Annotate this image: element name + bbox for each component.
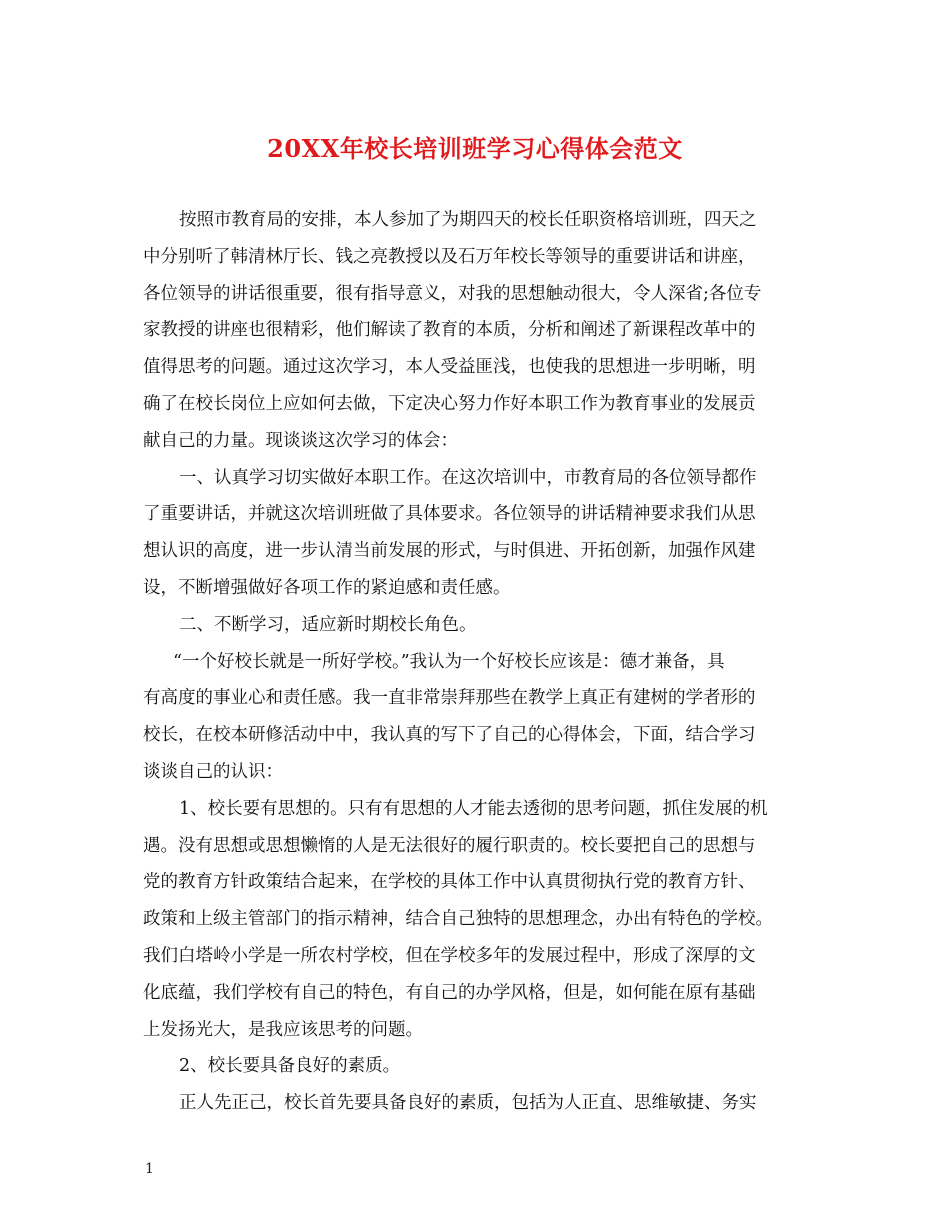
paragraph-line: 家教授的讲座也很精彩，他们解读了教育的本质，分析和阐述了新课程改革中的: [143, 320, 756, 341]
paragraph-line: 二、不断学习，适应新时期校长角色。: [179, 614, 477, 635]
paragraph-line: 各位领导的讲话很重要，很有指导意义，对我的思想触动很大，令人深省;各位专: [143, 283, 762, 304]
paragraph-line: 按照市教育局的安排，本人参加了为期四天的校长任职资格培训班，四天之: [179, 210, 757, 230]
paragraph-line: 一、认真学习切实做好本职工作。在这次培训中，市教育局的各位领导都作: [179, 467, 757, 488]
paragraph-line: 值得思考的问题。通过这次学习，本人受益匪浅，也使我的思想进一步明晰，明: [143, 357, 756, 378]
paragraph-line: 了重要讲话，并就这次培训班做了具体要求。各位领导的讲话精神要求我们从思: [143, 504, 756, 525]
paragraph-line: 政策和上级主管部门的指示精神，结合自己独特的思想理念，办出有特色的学校。: [143, 909, 773, 930]
document-body: [143, 202, 803, 1122]
paragraph-line: 党的教育方针政策结合起来，在学校的具体工作中认真贯彻执行党的教育方针、: [143, 872, 756, 893]
paragraph-line: 我们白塔岭小学是一所农村学校，但在学校多年的发展过程中，形成了深厚的文: [143, 945, 756, 966]
paragraph-line: 中分别听了韩清林厅长、钱之亮教授以及石万年校长等领导的重要讲话和讲座，: [143, 246, 756, 267]
paragraph-line: 确了在校长岗位上应如何去做，下定决心努力作好本职工作为教育事业的发展贡: [143, 393, 756, 414]
paragraph-line: 上发扬光大，是我应该思考的问题。: [143, 1019, 423, 1040]
paragraph-line: 正人先正己，校长首先要具备良好的素质，包括为人正直、思维敏捷、务实: [179, 1093, 757, 1114]
paragraph-line: 遇。没有思想或思想懒惰的人是无法很好的履行职责的。校长要把自己的思想与: [143, 835, 756, 856]
page-number: 1: [145, 1161, 154, 1177]
paragraph-line: 献自己的力量。现谈谈这次学习的体会：: [143, 430, 458, 451]
paragraph-line: 想认识的高度，进一步认清当前发展的形式，与时俱进、开拓创新，加强作风建: [143, 541, 756, 562]
paragraph-line: “一个好校长就是一所好学校。”我认为一个好校长应该是：德才兼备，具: [173, 651, 725, 672]
paragraph-line: 校长，在校本研修活动中中，我认真的写下了自己的心得体会，下面，结合学习: [143, 725, 756, 746]
document-title: 20XX年校长培训班学习心得体会范文: [267, 134, 683, 163]
paragraph-line: 谈谈自己的认识：: [143, 761, 283, 782]
paragraph-line: 2、校长要具备良好的素质。: [179, 1056, 401, 1077]
paragraph-line: 化底蕴，我们学校有自己的特色，有自己的办学风格，但是，如何能在原有基础: [143, 982, 756, 1003]
paragraph-line: 1、校长要有思想的。只有有思想的人才能去透彻的思考问题，抓住发展的机: [179, 798, 768, 819]
paragraph-line: 有高度的事业心和责任感。我一直非常崇拜那些在教学上真正有建树的学者形的: [143, 688, 756, 709]
paragraph-line: 设，不断增强做好各项工作的紧迫感和责任感。: [143, 577, 511, 598]
